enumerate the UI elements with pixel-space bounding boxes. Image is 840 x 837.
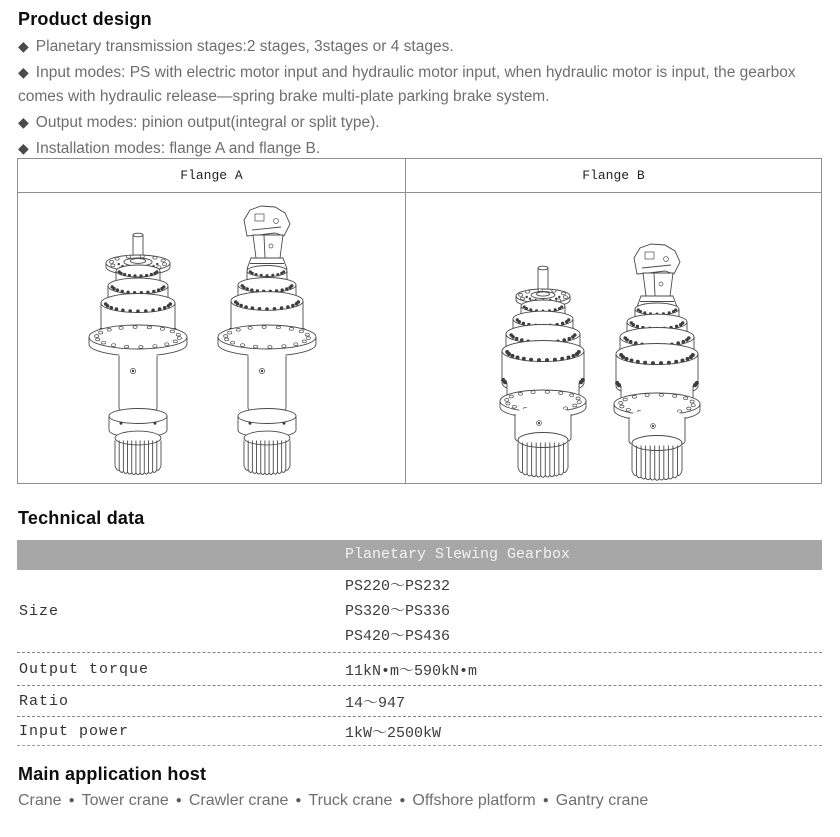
- bullet-item: [18, 34, 823, 59]
- table-header-bar: Planetary Slewing Gearbox: [17, 540, 822, 570]
- flange-drawings-table: [17, 158, 822, 484]
- flange-a-column-header: Flange A: [18, 159, 406, 192]
- diamond-bullet-icon: ◆: [18, 64, 29, 80]
- section-title-product-design: Product design: [18, 9, 152, 29]
- technical-data-table: [17, 540, 822, 746]
- bullet-text: Installation modes: flange A and flange B.: [35, 140, 321, 157]
- row-label: Output torque: [19, 660, 150, 678]
- table-row-input-power: [17, 717, 822, 746]
- application-host-list: [18, 792, 648, 810]
- gearbox-hydraulic-input-flange-b: [614, 244, 700, 480]
- row-label: Size: [19, 603, 60, 620]
- table-row-ratio: [17, 686, 822, 717]
- application-item: Tower crane: [81, 792, 169, 809]
- diamond-bullet-icon: ◆: [18, 140, 29, 156]
- row-value: PS220～PS232: [345, 578, 451, 595]
- application-item: Gantry crane: [555, 792, 649, 809]
- row-value: 11kN•m～590kN•m: [345, 662, 478, 680]
- dot-separator-icon: ●: [295, 795, 302, 806]
- table-row-size: [17, 570, 822, 653]
- application-item: Truck crane: [308, 792, 393, 809]
- application-item: Crawler crane: [188, 792, 289, 809]
- flange-table-header-row: [18, 159, 821, 193]
- gearbox-hydraulic-input-flange-a: [218, 206, 316, 475]
- product-design-bullet-list: [18, 34, 823, 162]
- application-item: Crane: [18, 792, 62, 809]
- row-label: Input power: [19, 722, 130, 740]
- row-values: [345, 574, 822, 649]
- row-value: 1kW～2500kW: [345, 724, 442, 742]
- flange-b-column-header: Flange B: [582, 168, 645, 183]
- dot-separator-icon: ●: [399, 795, 406, 806]
- flange-drawings-row: [18, 193, 821, 483]
- row-value: 14～947: [345, 694, 406, 712]
- diamond-bullet-icon: ◆: [18, 38, 29, 54]
- table-row-output-torque: [17, 653, 822, 686]
- dot-separator-icon: ●: [542, 795, 549, 806]
- row-value: PS420～PS436: [345, 628, 451, 645]
- row-value: PS320～PS336: [345, 603, 451, 620]
- bullet-item: [18, 110, 823, 135]
- gearbox-electric-input-flange-a: [89, 233, 187, 474]
- dot-separator-icon: ●: [68, 795, 75, 806]
- gearbox-electric-input-flange-b: [500, 266, 586, 477]
- section-title-technical-data: Technical data: [18, 508, 145, 528]
- section-title-main-application-host: Main application host: [18, 764, 207, 784]
- dot-separator-icon: ●: [175, 795, 182, 806]
- bullet-text: Planetary transmission stages:2 stages, 3stages or 4 stages.: [35, 38, 454, 55]
- diamond-bullet-icon: ◆: [18, 114, 29, 130]
- bullet-text: Input modes: PS with electric motor input and hydraulic motor input, when hydraulic motor is input, the gearbox comes with hydraulic release—spring brake multi-plate parking brake system.: [18, 64, 796, 105]
- gearbox-line-drawings: [18, 193, 821, 483]
- row-label: Ratio: [19, 692, 70, 710]
- bullet-text: Output modes: pinion output(integral or split type).: [35, 114, 380, 131]
- application-item: Offshore platform: [412, 792, 536, 809]
- bullet-item: [18, 60, 823, 109]
